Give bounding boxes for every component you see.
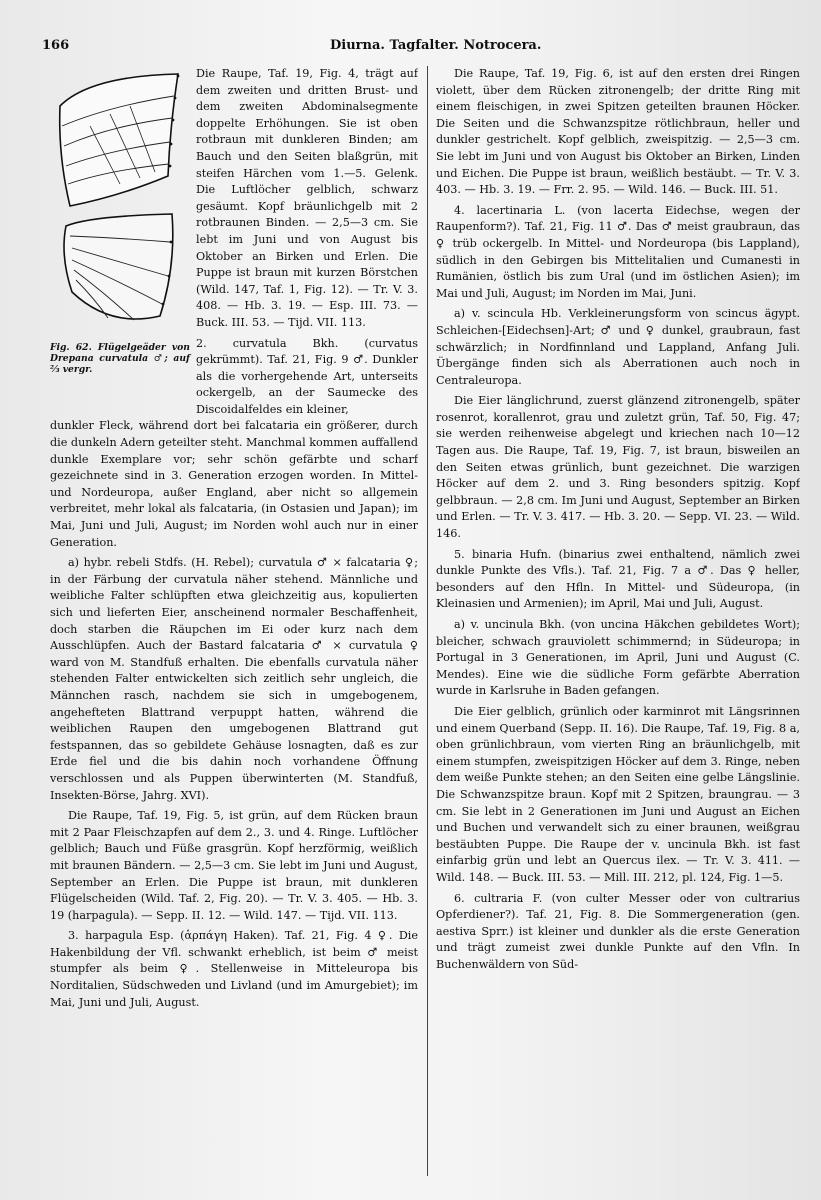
column-divider [427,66,428,1176]
right-column [436,66,800,1181]
paragraph: Die Eier gelblich, grünlich oder karminrot mit Längsrinnen und einem Querband (Sepp. II. 16). Die Raupe, Taf. 19, Fig. 8 a, oben grünlichbraun, vom vierten Ring an bräunlichgelb, mit einem stumpfen, zweispitzigen Höcker auf dem 3. Ringe, neben dem weiße Punkte stehen; an den Seiten eine gelbe Längslinie. Die Schwanzspitze braun. Kopf mit 2 Spitzen, braungrau. — 3 cm. Sie lebt in 2 Generationen im Juni und August an Eichen und Buchen und verwandelt sich zu einer braunen, weißgrau bestäubten Puppe. Die Raupe der v. uncinula Bkh. ist fast einfarbig grün und lebt an Quercus ilex. — Tr. V. 3. 411. — Wild. 148. — Buck. III. 53. — Mill. III. 212, pl. 124, Fig. 1—5. [436,704,800,884]
paragraph: 2. curvatula Bkh. (curvatus gekrümmt). Taf. 21, Fig. 9 ♂. Dunkler als die vorhergehende Art, unterseits ockergelb, an der Saumecke des Discoidalfeldes ein kleiner, [196,336,418,416]
paragraph: a) v. scincula Hb. Verkleinerungsform von scincus ägypt. Schleichen-[Eidechsen]-Art; ♂ und ♀ dunkel, graubraun, fast schwärzlich; in Nordfinnland und Lappland, Anfang Juli. Übergänge finden sich als Aberrationen auch noch in Centraleuropa. [436,307,800,387]
paragraph: Die Raupe, Taf. 19, Fig. 4, trägt auf dem zweiten und dritten Brust- und dem zweiten Abdominalsegmente doppelte Erhöhungen. Sie ist oben rotbraun mit dunkleren Binden; am Bauch und den Seiten blaßgrün, mit steifen Härchen vom 1.—5. Gelenk. Die Luftlöcher gelblich, schwarz gesäumt. Kopf bräunlichgelb mit 2 rotbraunen Binden. — 2,5—3 cm. Sie lebt im Juni und von August bis Oktober an Birken und Erlen. Die Puppe ist braun mit kurzen Börstchen (Wild. 147, Taf. 1, Fig. 12). — Tr. V. 3. 408. — Hb. 3. 19. — Esp. III. 73. — Buck. III. 53. — Tijd. VII. 113. [196,67,418,329]
left-column [50,66,418,1181]
paragraph: 6. cultraria F. (von culter Messer oder von cultrarius Opferdiener?). Taf. 21, Fig. 8. Die Sommergeneration (gen. aestiva Sprr.) ist kleiner und dunkler als die erste Generation und trägt zumeist zwei dunkle Punkte auf den Vfln. In Buchenwäldern von Süd- [436,891,800,971]
running-head [0,38,821,58]
paragraph: Die Eier länglichrund, zuerst glänzend zitronengelb, später rosenrot, korallenrot, grau und zuletzt grün, Taf. 50, Fig. 47; sie werden reihenweise abgelegt und kriechen nach 10—12 Tagen aus. Die Raupe, Taf. 19, Fig. 7, ist braun, bisweilen an den Seiten etwas grünlich, bunt gezeichnet. Die warzigen Höcker auf dem 2. und 3. Ring besonders spitzig. Kopf gelbbraun. — 2,8 cm. Im Juni und August, September an Birken und Erlen. — Tr. V. 3. 417. — Hb. 3. 20. — Sepp. VI. 23. — Wild. 146. [436,394,800,541]
page-number: 166 [42,38,70,53]
paragraph: 5. binaria Hufn. (binarius zwei enthaltend, nämlich zwei dunkle Punkte des Vfls.). Taf. 21, Fig. 7 a ♂. Das ♀ heller, besonders auf den Hfln. In Mittel- und Südeuropa, (in Kleinasien und Armenien); im April, Mai und Juli, August. [436,547,800,611]
paragraph: Die Raupe, Taf. 19, Fig. 6, ist auf den ersten drei Ringen violett, über dem Rücken zitronengelb; der dritte Ring mit einem fleischigen, in zwei Spitzen geteilten braunen Höcker. Die Seiten und die Schwanzspitze rötlichbraun, heller und dunkler gestrichelt. Kopf gelblich, zweispitzig. — 2,5—3 cm. Sie lebt im Juni und von August bis Oktober an Birken, Linden und Eichen. Die Puppe ist braun, weißlich bestäubt. — Tr. V. 3. 403. — Hb. 3. 19. — Frr. 2. 95. — Wild. 146. — Buck. III. 51. [436,67,800,197]
figure-caption: Fig. 62. Flügelgeäder von Drepana curvatula ♂; auf ⅔ vergr. [50,342,190,375]
wing-venation-drawing [50,66,188,338]
running-title: Diurna. Tagfalter. Notrocera. [330,38,542,53]
paragraph: 4. lacertinaria L. (von lacerta Eidechse, wegen der Raupenform?). Taf. 21, Fig. 11 ♂. Das ♂ meist graubraun, das ♀ trüb ockergelb. In Mittel- und Nordeuropa (bis Lappland), südlich in den Gebirgen bis Mittelitalien und Cumanesti in Rumänien, östlich bis zum Ural (und im östlichen Asien); im Mai und Juli, August; im Norden im Mai, Juni. [436,203,800,300]
paragraph: a) v. uncinula Bkh. (von uncina Häkchen gebildetes Wort); bleicher, schwach grauviolett schimmernd; in Südeuropa; in Portugal in 3 Generationen, im April, Juni und August (C. Mendes). Eine wie die südliche Form gefärbte Aberration wurde in Karlsruhe in Baden gefangen. [436,618,800,698]
paragraph: dunkler Fleck, während dort bei falcataria ein größerer, durch die dunkeln Adern geteilter steht. Manchmal kommen auffallend dunkle Exemplare vor; sehr schön gefärbte und scharf gezeichnete sind in 3. Generation erzogen worden. In Mittel- und Nordeuropa, außer England, aber nicht so allgemein verbreitet, mehr lokal als falcataria, (in Ostasien und Japan); im Mai, Juni und Juli, August; im Norden wohl auch nur in einer Generation. [50,419,418,549]
figure-block [50,66,418,418]
paragraph: 3. harpagula Esp. (ἁρπάγη Haken). Taf. 21, Fig. 4 ♀. Die Hakenbildung der Vfl. schwankt erheblich, ist beim ♂ meist stumpfer als beim ♀. Stellenweise in Mitteleuropa bis Norditalien, Südschweden und Livland (und im Amurgebiet); im Mai, Juni und Juli, August. [50,929,418,1009]
paragraph: a) hybr. rebeli Stdfs. (H. Rebel); curvatula ♂ × falcataria ♀; in der Färbung der curvatula näher stehend. Männliche und weibliche Falter schlüpften etwa gleichzeitig aus, kopulierten sich und lieferten Eier, anscheinend normaler Beschaffenheit, doch starben die Räupchen im Ei oder kurz nach dem Ausschlüpfen. Auch der Bastard falcataria ♂ × curvatula ♀ ward von M. Standfuß erhalten. Die ebenfalls curvatula näher stehenden Falter entwickelten sich zeitlich sehr ungleich, die Männchen rasch, nachdem sie sich in umgebogenem, angehefteten Blattrand verpuppt hatten, während die weiblichen Raupen den umgebogenen Blattrand gut festspannen, das so gebildete Gehäuse losnagten, daß es zur Erde fiel und die bis dahin noch vorhandene Öffnung verschlossen und als Puppen überwinterten (M. Standfuß, Insekten-Börse, Jahrg. XVI). [50,556,418,802]
wing-venation-figure [50,66,190,375]
figure-side-text [188,66,418,418]
paragraph: Die Raupe, Taf. 19, Fig. 5, ist grün, auf dem Rücken braun mit 2 Paar Fleischzapfen auf dem 2., 3. und 4. Ringe. Luftlöcher gelblich; Bauch und Füße grasgrün. Kopf herzförmig, weißlich mit braunen Bändern. — 2,5—3 cm. Sie lebt im Juni und August, September an Erlen. Die Puppe ist braun, mit dunkleren Flügelscheiden (Wild. Taf. 2, Fig. 20). — Tr. V. 3. 405. — Hb. 3. 19 (harpagula). — Sepp. II. 12. — Wild. 147. — Tijd. VII. 113. [50,809,418,922]
